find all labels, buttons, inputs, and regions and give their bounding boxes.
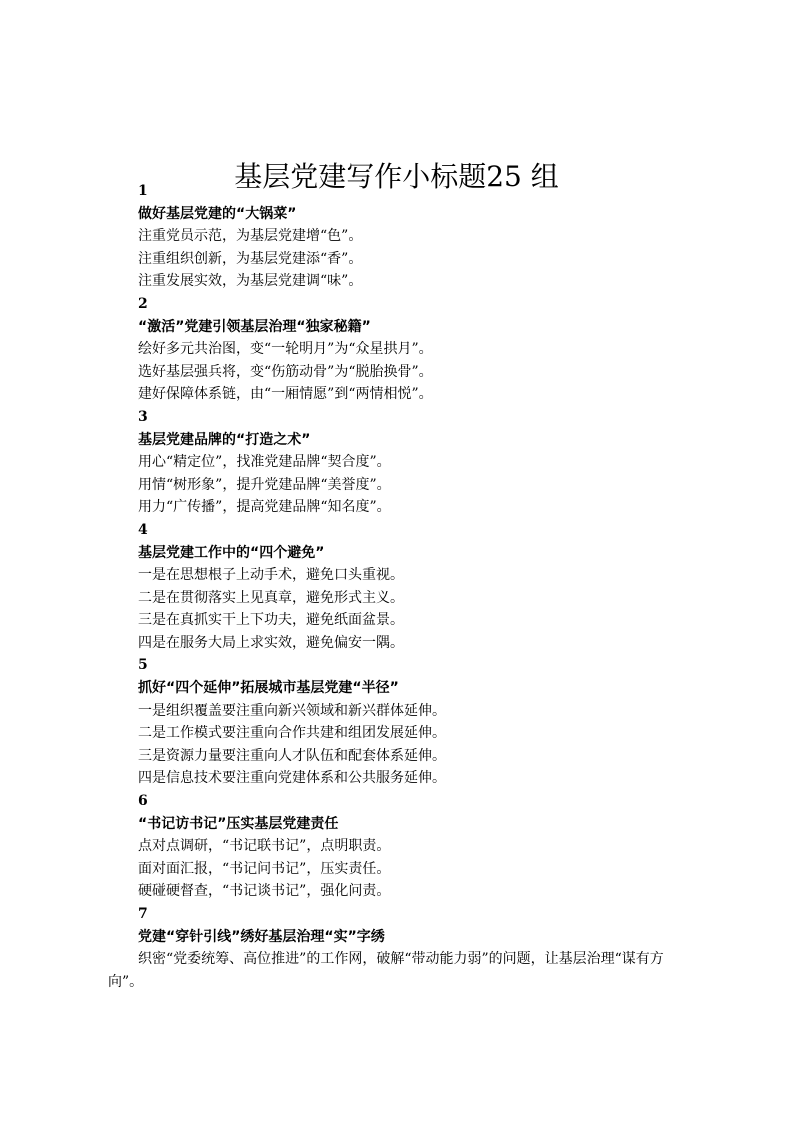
- section-line: 三是在真抓实干上下功夫，避免纸面盆景。: [138, 612, 404, 629]
- section-line: 二是工作模式要注重向合作共建和组团发展延伸。: [138, 725, 446, 742]
- section-heading: “激活”党建引领基层治理“独家秘籍”: [138, 318, 371, 335]
- section-line: 四是在服务大局上求实效，避免偏安一隅。: [138, 634, 404, 651]
- section-heading: 基层党建品牌的“打造之术”: [138, 431, 311, 448]
- section-heading: 基层党建工作中的“四个避免”: [138, 544, 325, 561]
- section-heading: 党建“穿针引线”绣好基层治理“实”字绣: [138, 928, 385, 945]
- section-heading: 抓好“四个延伸”拓展城市基层党建“半径”: [138, 680, 399, 697]
- section-number: 6: [138, 793, 148, 810]
- section-line: 用情“树形象”，提升党建品牌“美誉度”。: [138, 476, 391, 493]
- section-number: 3: [138, 408, 148, 425]
- section-number: 2: [138, 295, 148, 312]
- section-line: 一是在思想根子上动手术，避免口头重视。: [138, 567, 404, 584]
- section-paragraph: 织密“党委统筹、高位推进”的工作网，破解“带动能力弱”的问题，让基层治理“谋有方向”。: [108, 951, 664, 990]
- section-line: 绘好多元共治图，变“一轮明月”为“众星拱月”。: [138, 341, 433, 358]
- section-line: 二是在贯彻落实上见真章，避免形式主义。: [138, 589, 404, 606]
- section-line: 用心“精定位”，找准党建品牌“契合度”。: [138, 454, 391, 471]
- section-line: 注重发展实效，为基层党建调“味”。: [138, 273, 363, 290]
- section-line: 一是组织覆盖要注重向新兴领域和新兴群体延伸。: [138, 702, 446, 719]
- section-line: 面对面汇报，“书记问书记”，压实责任。: [138, 860, 391, 877]
- section-line: 四是信息技术要注重向党建体系和公共服务延伸。: [138, 770, 446, 787]
- section-line: 用力“广传播”，提高党建品牌“知名度”。: [138, 499, 391, 516]
- section-line: 点对点调研，“书记联书记”，点明职责。: [138, 838, 391, 855]
- section-line: 硬碰硬督查，“书记谈书记”，强化问责。: [138, 883, 391, 900]
- section-heading: “书记访书记”压实基层党建责任: [138, 815, 339, 832]
- section-number: 4: [138, 521, 148, 538]
- section-line: 选好基层强兵将，变“伤筋动骨”为“脱胎换骨”。: [138, 363, 433, 380]
- section-line: 三是资源力量要注重向人才队伍和配套体系延伸。: [138, 747, 446, 764]
- document-title: 基层党建写作小标题25 组: [234, 159, 559, 193]
- section-number: 7: [138, 906, 148, 922]
- section-heading: 做好基层党建的“大锅菜”: [138, 205, 297, 222]
- section-number: 1: [138, 183, 148, 199]
- section-line: 注重党员示范，为基层党建增“色”。: [138, 228, 363, 245]
- section-line: 注重组织创新，为基层党建添“香”。: [138, 250, 363, 267]
- document-body: [108, 180, 698, 993]
- section-line: 建好保障体系链，由“一厢情愿”到“两情相悦”。: [138, 386, 433, 403]
- section-number: 5: [138, 657, 148, 674]
